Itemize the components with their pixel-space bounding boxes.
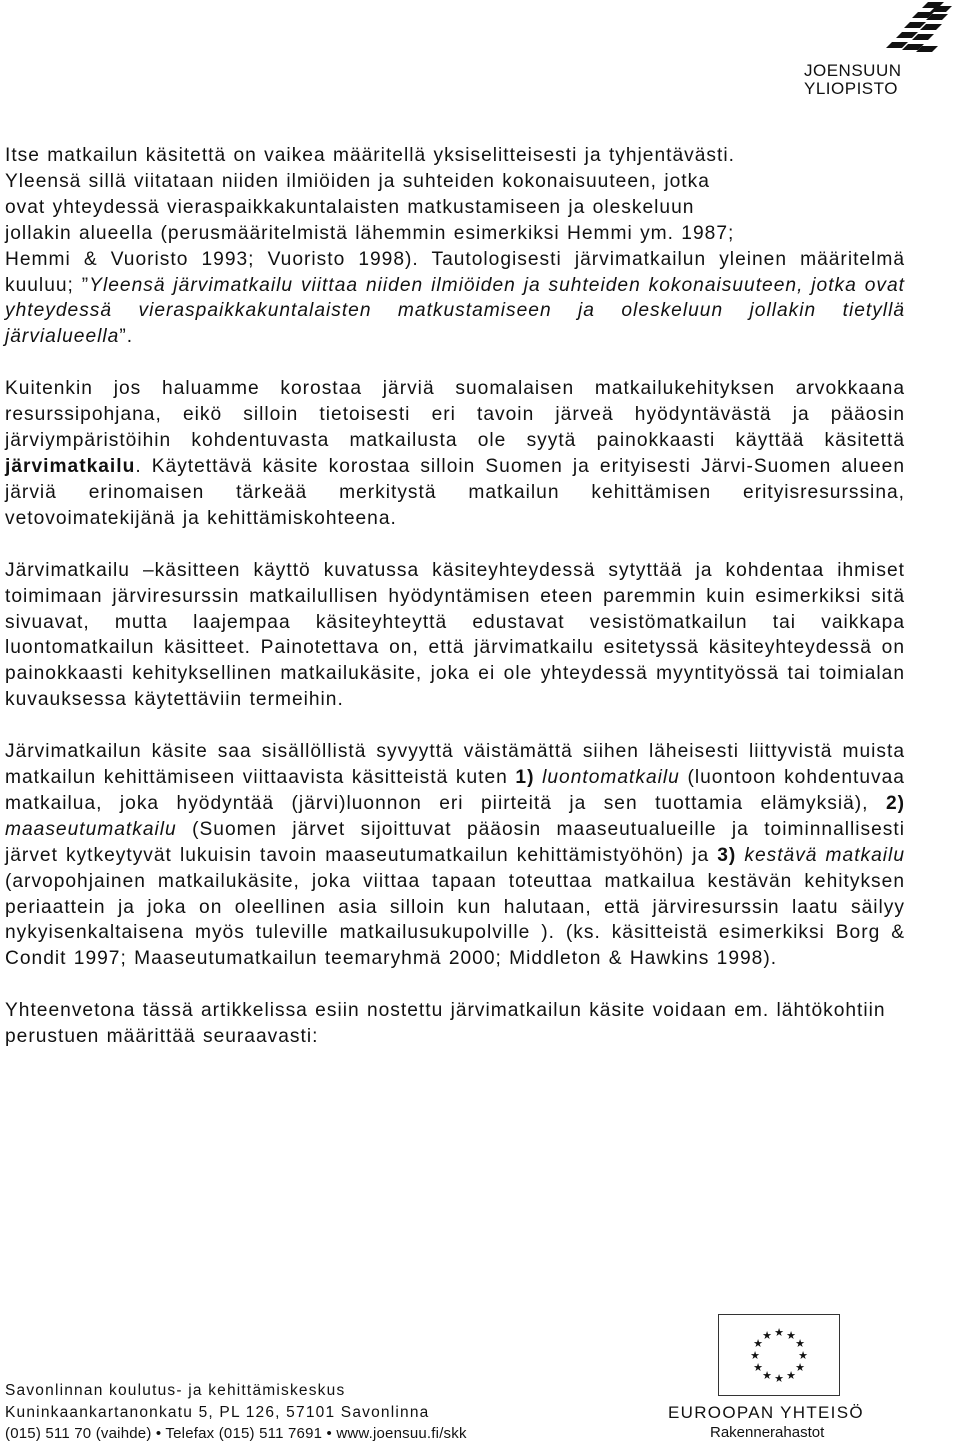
footer-institution: Savonlinnan koulutus- ja kehittämiskeskus [5,1382,346,1399]
list-number-1: 1) [515,767,535,789]
eu-subtitle: Rakennerahastot [710,1424,825,1441]
footer-address: Kuninkaankartanonkatu 5, PL 126, 57101 Savonlinna [5,1404,430,1421]
footer [5,1381,955,1445]
paragraph-1-line-1: Itse matkailun käsitettä on vaikea määritellä yksiselitteisesti ja tyhjentävästi. [5,145,735,166]
paragraph-1-text: Hemmi & Vuoristo 1993; Vuoristo 1998). Tautologisesti järvimatkailun yleinen määritelmä kuuluu; ” [5,248,905,296]
term-jarvimatkailu: järvimatkailu [5,455,136,477]
paragraph-4 [5,739,905,972]
svg-text:★: ★ [786,1329,796,1342]
document-body [5,143,905,1076]
university-logo [800,0,960,104]
term-luontomatkailu: luontomatkailu [542,767,680,789]
paragraph-1-end: ”. [119,326,134,348]
paragraph-2-end: . Käytettävä käsite korostaa silloin Suomen ja erityisesti Järvi-Suomen alueen järviä erinomaisen tärkeää merkitystä matkailun kehittämisen erityisresurssina, vetovoimatekijänä ja kehittämiskohteena. [5,455,905,529]
logo-mark-icon [882,0,954,60]
paragraph-3: Järvimatkailu –käsitteen käyttö kuvatussa käsiteyhteydessä sytyttää ja kohdentaa ihmiset toimimaan järviresurssin matkailullisen hyödyntämisen eteen paremmin kuin esimerkiksi sitä sivuavat, mutta laajempaa käsiteyhteyttä edustavat vesistömatkailun tai vaikkapa luontomatkailun käsitteet. Painotettava on, että järvimatkailu esitetyssä käsiteyhteydessä on painokkaasti kehityksellinen matkailukäsite, joka ei ole yhteydessä myyntityössä tai toimialan kuvauksessa käytettäviin termeihin. [5,559,905,711]
svg-text:★: ★ [750,1349,760,1362]
paragraph-2 [5,376,905,531]
svg-text:★: ★ [795,1361,805,1374]
paragraph-1 [5,143,905,350]
paragraph-4-text-b: (luontoon kohdentuvaa matkailua, joka hyödyntää (järvi)luonnon eri piirteitä ja sen tuottamia elämyksiä), [5,767,905,814]
logo-text-line2: YLIOPISTO [804,79,898,98]
svg-text:★: ★ [762,1329,772,1342]
eu-label: EUROOPAN YHTEISÖ [668,1403,864,1422]
list-number-2: 2) [885,792,905,814]
paragraph-1-line-3: ovat yhteydessä vieraspaikkakuntalaisten matkustamiseen ja oleskeluun [5,196,695,218]
term-maaseutumatkailu: maaseutumatkailu [5,818,177,840]
paragraph-2-text: Kuitenkin jos haluamme korostaa järviä suomalaisen matkailukehityksen arvokkaana resurssipohjana, eikö silloin tietoisesti eri tavoin järveä hyödyntävästä ja pääosin järviympäristöihin kohdentuvasta matkailusta ole syytä painokkaasti käyttää käsitettä [5,378,905,452]
paragraph-4-text-d: (arvopohjainen matkailukäsite, joka viittaa tapaan toteuttaa matkailua kestävän kehityksen periaattein ja joka on oleellinen asia silloin kun halutaan, että järviresurssin laatu säilyy nykyisenkaltaisena myös tuleville matkailusukupolville ). (ks. käsitteistä esimerkiksi Borg & Condit 1997; Maaseutumatkailun teemaryhmä 2000; Middleton & Hawkins 1998). [5,870,905,970]
svg-text:★: ★ [762,1369,772,1382]
paragraph-1-line-4: jollakin alueella (perusmääritelmistä lähemmin esimerkiksi Hemmi ym. 1987; [5,222,735,244]
logo-text-line1: JOENSUUN [804,61,902,80]
svg-text:★: ★ [795,1337,805,1350]
paragraph-4-text-c: (Suomen järvet sijoittuvat pääosin maaseutualueille ja toiminnallisesti järvet kytkeytyvät lukuisin tavoin maaseutumatkailun kehittämistyöhön) ja [5,818,905,866]
svg-text:★: ★ [753,1337,763,1350]
svg-text:★: ★ [753,1361,763,1374]
paragraph-4-text: Järvimatkailun käsite saa sisällöllistä syvyyttä väistämättä siihen läheisesti liittyvistä muista matkailun kehittämiseen viittaavista käsitteistä kuten [5,741,905,789]
term-kestava-matkailu: kestävä matkailu [744,844,905,866]
definition-quote: Yleensä järvimatkailu viittaa niiden ilmiöiden ja suhteiden kokonaisuuteen, jotka ovat yhteydessä vieraspaikkakuntalaisten matkustamiseen ja oleskeluun jollakin tietyllä järvialueella [5,274,905,348]
svg-text:★: ★ [798,1349,808,1362]
list-number-3: 3) [717,844,737,866]
footer-contact: (015) 511 70 (vaihde) • Telefax (015) 511 7691 • www.joensuu.fi/skk [5,1425,467,1442]
svg-text:★: ★ [774,1326,784,1339]
svg-text:★: ★ [774,1372,784,1385]
svg-text:★: ★ [786,1369,796,1382]
paragraph-1-line-2: Yleensä sillä viitataan niiden ilmiöiden ja suhteiden kokonaisuuteen, jotka [5,170,710,192]
paragraph-5: Yhteenvetona tässä artikkelissa esiin nostettu järvimatkailun käsite voidaan em. lähtökohtiin perustuen määrittää seuraavasti: [5,1000,886,1048]
